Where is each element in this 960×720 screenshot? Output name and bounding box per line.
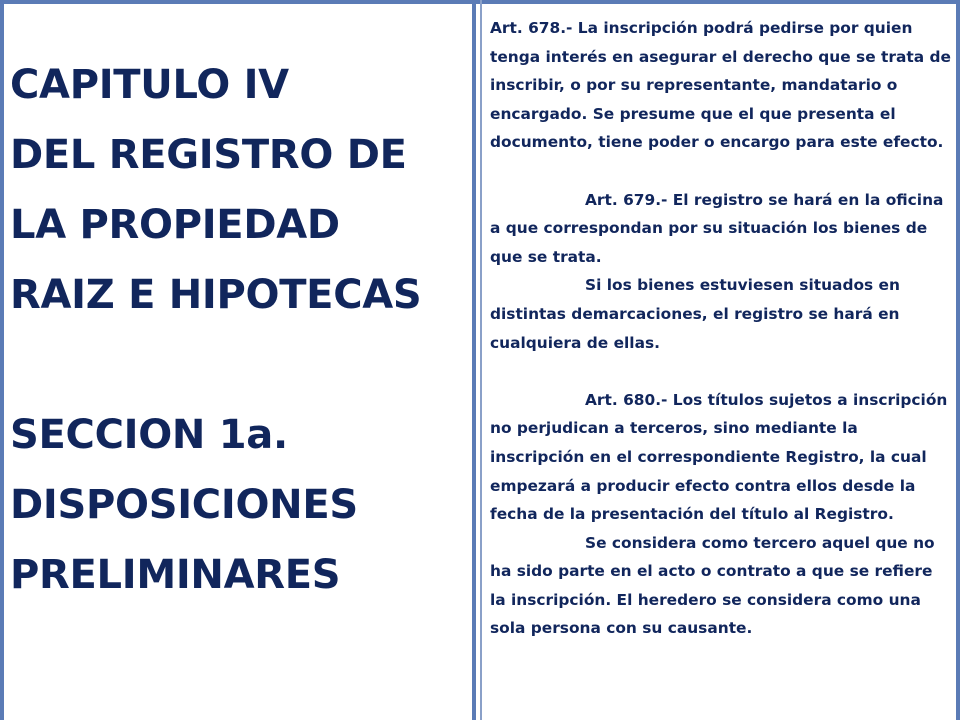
article-680-para2-wrapper (490, 529, 952, 643)
heading-line-section: SECCION 1a. (10, 412, 288, 458)
heading-line-title-2: LA PROPIEDAD (10, 202, 340, 248)
heading-line-chapter: CAPITULO IV (10, 62, 289, 108)
article-678: Art. 678.- La inscripción podrá pedirse por quien tenga interés en asegurar el derecho que se trata de inscribir, o por su representante, mandatario o encargado. Se presume que el que presenta el documento, tiene poder o encargo para este efecto. (490, 19, 951, 152)
article-679-wrapper (490, 186, 952, 272)
heading-line-title-1: DEL REGISTRO DE (10, 132, 407, 178)
chapter-heading (10, 50, 470, 610)
article-680: Art. 680.- Los títulos sujetos a inscripción no perjudican a terceros, sino mediante la inscripción en el correspondiente Registro, la cual empezará a producir efecto contra ellos desde la fecha de la presentación del título al Registro. (490, 390, 948, 524)
article-680-para2: Se considera como tercero aquel que no ha sido parte en el acto o contrato a que se refiere la inscripción. El heredero se considera como una sola persona con su causante. (490, 533, 935, 638)
article-679-para2: Si los bienes estuviesen situados en distintas demarcaciones, el registro se hará en cualquiera de ellas. (490, 276, 900, 352)
articles-column (490, 14, 952, 720)
article-679: Art. 679.- El registro se hará en la oficina a que correspondan por su situación los bienes de que se trata. (490, 190, 944, 266)
frame-right-border (956, 0, 960, 720)
column-divider (480, 0, 482, 720)
heading-line-title-3: RAIZ E HIPOTECAS (10, 272, 422, 318)
article-680-wrapper (490, 386, 952, 529)
article-679-para2-wrapper (490, 271, 952, 357)
heading-line-section-title-2: PRELIMINARES (10, 552, 341, 598)
heading-line-section-title-1: DISPOSICIONES (10, 482, 358, 528)
